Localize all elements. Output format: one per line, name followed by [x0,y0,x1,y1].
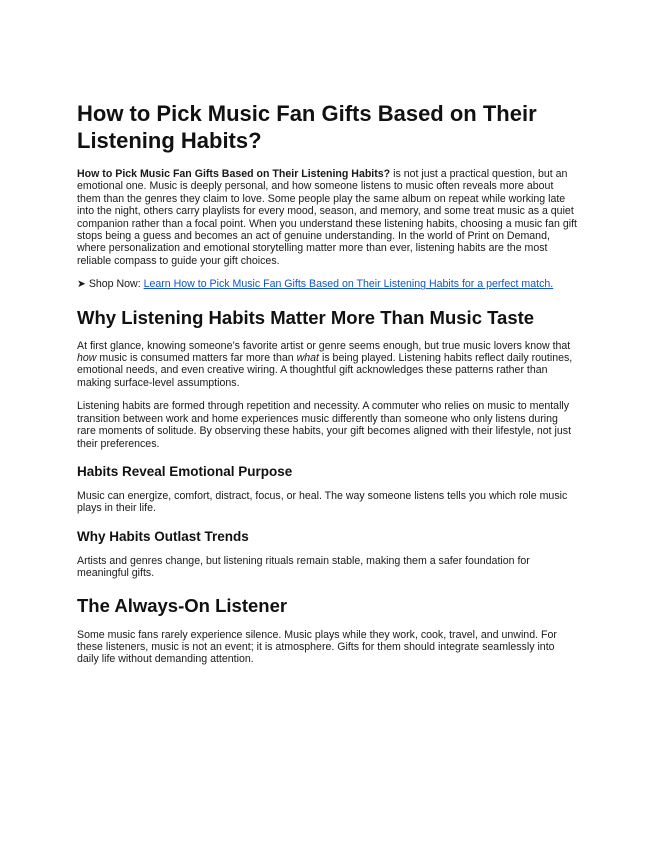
emotional-purpose-paragraph: Music can energize, comfort, distract, focus, or heal. The way someone listens tells you which role music plays in their life. [77,489,568,515]
shop-now-line [77,278,577,290]
section-heading-always-on-listener: The Always-On Listener [77,594,288,616]
habits-outlast-trends-paragraph: Artists and genres change, but listening rituals remain stable, making them a safer foundation for meaningful gifts. [77,554,530,580]
always-on-listener-paragraph: Some music fans rarely experience silence. Music plays while they work, cook, travel, and unwind. For these listeners, music is not an event; it is atmosphere. Gifts for them should integrate seamlessly into daily life without demanding attention. [77,628,557,666]
section1-p1-emphasis-what: what [296,352,320,365]
section1-p1-text-e: is being played. Listening habits reflect daily routines, emotional needs, and even creative wiring. A thoughtful gift acknowledges these patterns rather than making surface-level assumptions. [77,352,573,389]
subheading-emotional-purpose: Habits Reveal Emotional Purpose [77,463,293,479]
section-heading-listening-habits: Why Listening Habits Matter More Than Music Taste [77,306,535,328]
document-content [77,100,577,666]
section1-p1-text-a: At first glance, knowing someone’s favorite artist or genre seems enough, but true music lovers know that [77,339,571,352]
intro-lead: How to Pick Music Fan Gifts Based on Their Listening Habits? [77,168,391,180]
section1-p1-emphasis-how: how [77,352,97,365]
section1-paragraph-2: Listening habits are formed through repetition and necessity. A commuter who relies on music to mentally transition between work and home experiences music differently than someone who only listens during rare moments of solitude. By observing these habits, your gift becomes aligned with their lifestyle, not just their preferences. [77,400,572,450]
intro-paragraph [77,168,577,267]
page-title: How to Pick Music Fan Gifts Based on Their Listening Habits? [77,101,537,153]
shop-now-link[interactable]: Learn How to Pick Music Fan Gifts Based on Their Listening Habits for a perfect match. [143,278,554,291]
section1-paragraph-1 [77,340,577,390]
section1-p1-text-c: music is consumed matters far more than [96,352,297,365]
intro-text: is not just a practical question, but an emotional one. Music is deeply personal, and how someone listens to music often reveals more about them than the genres they claim to love. Some people play the same album on repeat while working late into the night, others carry playlists for every mood, season, and memory, and some treat music as a quiet companion rather than a focal point. When you understand these listening habits, choosing a music fan gift stops being a guess and becomes an act of genuine understanding. In the world of Print on Demand, where personalization and emotional storytelling matter more than ever, listening habits are the most reliable compass to guide your gift choices. [77,168,577,267]
shop-now-prefix: ➤ Shop Now: [77,278,144,291]
subheading-habits-outlast-trends: Why Habits Outlast Trends [77,528,249,544]
